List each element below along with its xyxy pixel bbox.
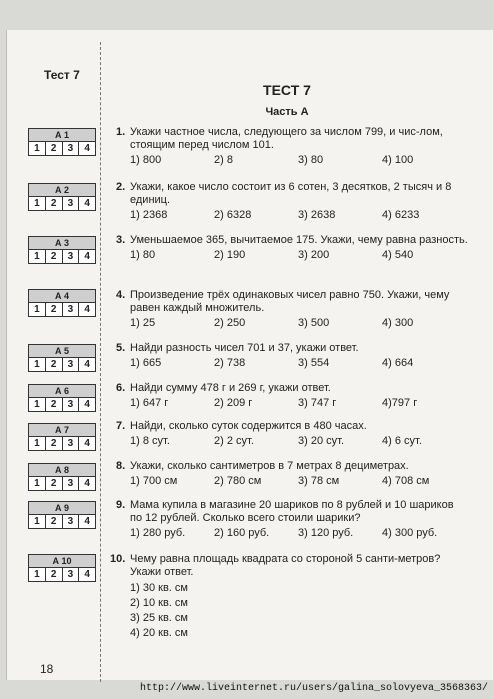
answer-option[interactable]: 3) 25 кв. см bbox=[130, 612, 188, 624]
answer-cell[interactable]: 1 bbox=[29, 303, 46, 316]
answer-cell[interactable]: 2 bbox=[46, 477, 63, 490]
answer-option[interactable]: 4) 100 bbox=[382, 154, 414, 166]
question-text: Чему равна площадь квадрата со стороной 5 санти-метров? Укажи ответ. bbox=[130, 553, 441, 578]
answer-cell[interactable]: 3 bbox=[63, 358, 80, 371]
question-text: Найди сумму 478 г и 269 г, укажи ответ. bbox=[130, 382, 331, 394]
answer-box-label: А 7 bbox=[29, 424, 95, 437]
answer-cell[interactable]: 2 bbox=[46, 142, 63, 155]
answer-cell[interactable]: 4 bbox=[84, 478, 90, 489]
question-number: 3. bbox=[116, 234, 126, 246]
answer-cell[interactable]: 1 bbox=[29, 142, 46, 155]
question bbox=[116, 234, 468, 262]
answer-option[interactable]: 1) 700 см bbox=[130, 475, 178, 487]
answer-cell[interactable]: 3 bbox=[63, 515, 80, 528]
answer-option[interactable]: 3) 554 bbox=[298, 357, 330, 369]
answer-box bbox=[28, 289, 96, 317]
answer-option[interactable]: 1) 280 руб. bbox=[130, 527, 186, 539]
answer-option[interactable]: 4) 664 bbox=[382, 357, 414, 369]
answer-box bbox=[28, 463, 96, 491]
page-number: 18 bbox=[40, 662, 54, 676]
answer-box bbox=[28, 344, 96, 372]
answer-cell[interactable]: 4 bbox=[84, 304, 90, 315]
answer-option[interactable]: 4) 708 см bbox=[382, 475, 430, 487]
answer-option[interactable]: 4) 6 сут. bbox=[382, 435, 422, 447]
answer-cell[interactable]: 2 bbox=[46, 197, 63, 210]
answer-option[interactable]: 1) 25 bbox=[130, 317, 156, 329]
answer-option[interactable]: 1) 30 кв. см bbox=[130, 582, 188, 594]
answer-box-label: А 1 bbox=[29, 129, 95, 142]
answer-cell[interactable]: 3 bbox=[63, 568, 80, 581]
answer-cell[interactable]: 2 bbox=[46, 437, 63, 450]
answer-cell[interactable]: 1 bbox=[29, 197, 46, 210]
answer-box-label: А 10 bbox=[29, 555, 95, 568]
question-text: Укажи, сколько сантиметров в 7 метрах 8 дециметрах. bbox=[130, 460, 409, 472]
question bbox=[116, 420, 468, 448]
answer-box-label: А 8 bbox=[29, 464, 95, 477]
question-number: 1. bbox=[116, 126, 126, 138]
answer-option[interactable]: 1) 80 bbox=[130, 249, 156, 261]
answer-option[interactable]: 2) 190 bbox=[214, 249, 246, 261]
answer-option[interactable]: 1) 800 bbox=[130, 154, 162, 166]
answer-cell[interactable]: 4 bbox=[84, 198, 90, 209]
answer-cell[interactable]: 1 bbox=[29, 358, 46, 371]
answer-cell[interactable]: 2 bbox=[46, 515, 63, 528]
answer-option[interactable]: 4) 540 bbox=[382, 249, 414, 261]
answer-option[interactable]: 4)797 г bbox=[382, 397, 418, 409]
answer-cell[interactable]: 2 bbox=[46, 358, 63, 371]
answer-cell[interactable]: 1 bbox=[29, 437, 46, 450]
question-number: 7. bbox=[116, 420, 126, 432]
answer-box bbox=[28, 183, 96, 211]
question bbox=[116, 460, 468, 488]
answer-option[interactable]: 1) 647 г bbox=[130, 397, 169, 409]
answer-option[interactable]: 4) 300 bbox=[382, 317, 414, 329]
answer-option[interactable]: 4) 20 кв. см bbox=[130, 627, 188, 639]
watermark-url: http://www.liveinternet.ru/users/galina_solovyeva_3568363/ bbox=[140, 683, 489, 694]
question-number: 8. bbox=[116, 460, 126, 472]
answer-box bbox=[28, 501, 96, 529]
answer-box-label: А 9 bbox=[29, 502, 95, 515]
answer-box-label: А 6 bbox=[29, 385, 95, 398]
answer-cell[interactable]: 4 bbox=[84, 359, 90, 370]
answer-cell[interactable]: 3 bbox=[63, 303, 80, 316]
answer-box bbox=[28, 554, 96, 582]
answer-option[interactable]: 4) 6233 bbox=[382, 209, 420, 221]
question-number: 10. bbox=[110, 553, 126, 565]
answer-option[interactable]: 2) 209 г bbox=[214, 397, 253, 409]
answer-cell[interactable]: 1 bbox=[29, 568, 46, 581]
question bbox=[116, 126, 468, 167]
answer-cell[interactable]: 1 bbox=[29, 477, 46, 490]
answer-cell[interactable]: 1 bbox=[29, 515, 46, 528]
question bbox=[116, 499, 468, 540]
answer-cell[interactable]: 4 bbox=[84, 143, 90, 154]
answer-cell[interactable]: 2 bbox=[46, 250, 63, 263]
answer-cell[interactable]: 4 bbox=[84, 569, 90, 580]
answer-cell[interactable]: 3 bbox=[63, 437, 80, 450]
answer-cell[interactable]: 1 bbox=[29, 250, 46, 263]
answer-cell[interactable]: 2 bbox=[46, 398, 63, 411]
answer-option[interactable]: 3) 78 см bbox=[298, 475, 340, 487]
answer-cell[interactable]: 3 bbox=[63, 197, 80, 210]
answer-option[interactable]: 3) 120 руб. bbox=[298, 527, 354, 539]
answer-option[interactable]: 3) 2638 bbox=[298, 209, 336, 221]
answer-box-label: А 2 bbox=[29, 184, 95, 197]
sidebar-divider bbox=[100, 42, 101, 682]
question-number: 5. bbox=[116, 342, 126, 354]
question bbox=[110, 553, 468, 641]
question-text: Укажи, какое число состоит из 6 сотен, 3 десятков, 2 тысяч и 8 единиц. bbox=[130, 181, 452, 206]
answer-box bbox=[28, 384, 96, 412]
question-number: 9. bbox=[116, 499, 126, 511]
answer-cell[interactable]: 4 bbox=[84, 438, 90, 449]
page-title: ТЕСТ 7 bbox=[263, 82, 311, 98]
question-text: Уменьшаемое 365, вычитаемое 175. Укажи, чему равна разность. bbox=[130, 234, 468, 246]
answer-cell[interactable]: 3 bbox=[63, 477, 80, 490]
answer-option[interactable]: 2) 780 см bbox=[214, 475, 262, 487]
answer-option[interactable]: 3) 200 bbox=[298, 249, 330, 261]
question bbox=[116, 289, 468, 330]
answer-option[interactable]: 3) 80 bbox=[298, 154, 324, 166]
question-number: 4. bbox=[116, 289, 126, 301]
answer-option[interactable]: 3) 500 bbox=[298, 317, 330, 329]
question-text: Мама купила в магазине 20 шариков по 8 рублей и 10 шариков по 12 рублей. Сколько всего стоили шарики? bbox=[130, 499, 454, 524]
question-text: Произведение трёх одинаковых чисел равно 750. Укажи, чему равен каждый множитель. bbox=[130, 289, 450, 314]
answer-option[interactable]: 2) 250 bbox=[214, 317, 246, 329]
question-number: 2. bbox=[116, 181, 126, 193]
answer-option[interactable]: 2) 8 bbox=[214, 154, 233, 166]
answer-option[interactable]: 2) 6328 bbox=[214, 209, 252, 221]
answer-cell[interactable]: 3 bbox=[63, 142, 80, 155]
answer-box bbox=[28, 423, 96, 451]
answer-option[interactable]: 1) 8 сут. bbox=[130, 435, 170, 447]
answer-cell[interactable]: 2 bbox=[46, 303, 63, 316]
question bbox=[116, 342, 468, 370]
answer-option[interactable]: 2) 738 bbox=[214, 357, 246, 369]
answer-option[interactable]: 1) 665 bbox=[130, 357, 162, 369]
answer-option[interactable]: 3) 20 сут. bbox=[298, 435, 345, 447]
answer-option[interactable]: 2) 160 руб. bbox=[214, 527, 270, 539]
answer-box-label: А 5 bbox=[29, 345, 95, 358]
answer-box-label: А 4 bbox=[29, 290, 95, 303]
answer-cell[interactable]: 1 bbox=[29, 398, 46, 411]
answer-option[interactable]: 4) 300 руб. bbox=[382, 527, 438, 539]
test-label: Тест 7 bbox=[44, 68, 80, 82]
part-heading: Часть А bbox=[265, 106, 309, 118]
question-text: Укажи частное числа, следующего за числом 799, и чис-лом, стоящим перед числом 101. bbox=[130, 126, 443, 151]
answer-option[interactable]: 3) 747 г bbox=[298, 397, 337, 409]
answer-cell[interactable]: 3 bbox=[63, 398, 80, 411]
question bbox=[116, 181, 468, 222]
answer-option[interactable]: 2) 2 сут. bbox=[214, 435, 254, 447]
answer-cell[interactable]: 4 bbox=[84, 516, 90, 527]
answer-cell[interactable]: 3 bbox=[63, 250, 80, 263]
question-number: 6. bbox=[116, 382, 126, 394]
answer-cell[interactable]: 2 bbox=[46, 568, 63, 581]
question bbox=[116, 382, 468, 410]
answer-box-label: А 3 bbox=[29, 237, 95, 250]
answer-box bbox=[28, 128, 96, 156]
question-text: Найди, сколько суток содержится в 480 часах. bbox=[130, 420, 367, 432]
answer-cell[interactable]: 4 bbox=[84, 399, 90, 410]
answer-cell[interactable]: 4 bbox=[84, 251, 90, 262]
answer-box bbox=[28, 236, 96, 264]
question-text: Найди разность чисел 701 и 37, укажи ответ. bbox=[130, 342, 359, 354]
answer-option[interactable]: 1) 2368 bbox=[130, 209, 168, 221]
answer-option[interactable]: 2) 10 кв. см bbox=[130, 597, 188, 609]
